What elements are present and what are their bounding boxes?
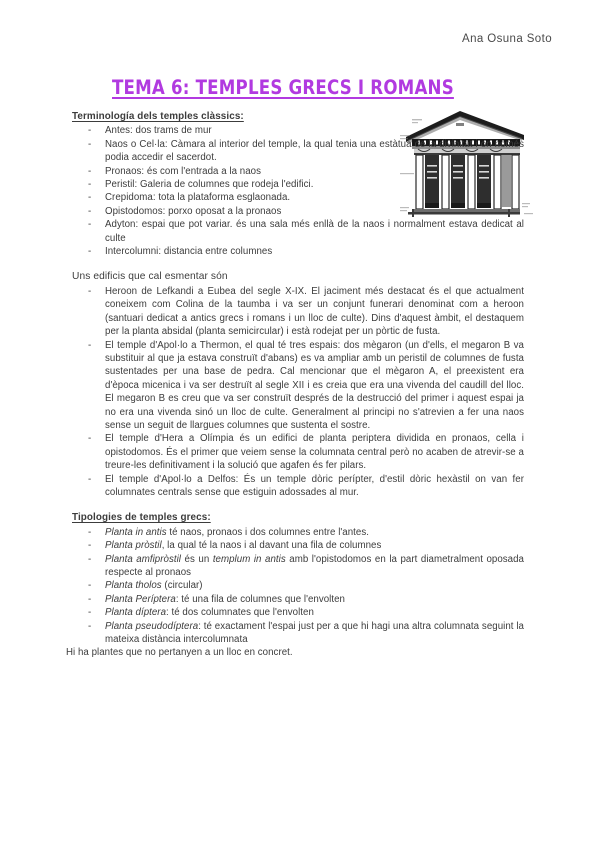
term-text: amb l'opistodomos en la part diametralment oposada respecte al pronaos [105, 553, 524, 578]
list-item: - El temple d'Hera a Olímpia és un edifici de planta periptera dividida en pronaos, cella i opistodomos. És el primer que veiem sense la columnata central però no acaben de atrevir-se a treure-les definitivament i la solució que agafen és fer pilars. [72, 432, 524, 472]
list-item: - El temple d'Apol·lo a Delfos: És un temple dòric perípter, d'estil dòric hexàstil on van fer columnates centrals sense que estiguin adossades al mur. [72, 473, 524, 500]
author-header: Ana Osuna Soto [462, 33, 552, 45]
list-item [72, 620, 524, 647]
list-item [72, 606, 524, 619]
list-item [72, 579, 524, 592]
section-heading-tipologies: Tipologies de temples grecs: [72, 512, 211, 524]
list-item: - Antes: dos trams de mur [72, 124, 524, 137]
term-text: : té exactament l'espai just per a que hi hagi una altra columnata seguint la mateixa distància intercolumnata [105, 620, 524, 646]
term-text: és un [181, 553, 213, 565]
closing-note: Hi ha plantes que no pertanyen a un lloc en concret. [66, 647, 293, 659]
list-item [72, 526, 524, 539]
term-italic: Planta tholos [105, 580, 162, 592]
list-item: - Crepidoma: tota la plataforma esglaonada. [72, 191, 524, 204]
term-italic: Planta pseudodíptera [105, 620, 199, 632]
list-item: - Naos o Cel·la: Càmara al interior del temple, la qual tenia una estàtua de la divinitat i on només podia accedir el sacerdot. [72, 138, 524, 165]
term-text: : té una fila de columnes que l'envolten [175, 593, 345, 605]
section-terminologia [72, 110, 524, 258]
list-item: - Adyton: espai que pot variar. és una sala més enllà de la naos i normalment estava dedicat al culte [72, 218, 524, 245]
document-body [66, 110, 524, 660]
list-item: - El temple d'Apol·lo a Thermon, el qual té tres espais: dos mègaron (un d'ells, el megaron B va substituir al que ja estava construït d'abans) es va ampliar amb un peristil de columnes de fusta sustentades per una base de pedra. Cal mencionar que el mègaron A, el preexistent era d'època micenica i va ser destruït al segle XII i es creia que era una vivenda del caudill del lloc. El megaron B es creu que va ser construït després de la destrucció del primer i aquest espai ja no era una vivenda sinó un lloc de culte. Generalment al principi no s'atrevien a fer una naos sense un seguit de llargues columnes que sustenta el sostre. [72, 339, 524, 433]
list-item: - Peristil: Galeria de columnes que rodeja l'edifici. [72, 178, 524, 191]
spacer [72, 258, 524, 270]
term-italic: templum in antis [212, 553, 286, 565]
list-item: - Intercolumni: distancia entre columnes [72, 245, 524, 258]
section-edificis [72, 270, 524, 499]
term-text: : té dos columnates que l'envolten [166, 607, 314, 619]
section-heading-terminologia: Terminología dels temples clàssics: [72, 111, 244, 122]
page-title-text: TEMA 6: TEMPLES GRECS I ROMANS [112, 76, 454, 99]
spacer [72, 499, 524, 511]
term-italic: Planta amfipròstil [105, 553, 181, 565]
list-item [72, 553, 524, 580]
list-item [72, 539, 524, 552]
term-italic: Planta díptera [105, 607, 167, 619]
term-italic: Planta Períptera [105, 593, 176, 605]
term-text: té naos, pronaos i dos columnes entre l'antes. [166, 526, 369, 538]
terminologia-list [72, 124, 524, 258]
tipologies-list [72, 526, 524, 647]
page-title [112, 76, 472, 99]
section-tipologies [66, 511, 524, 659]
list-item [72, 593, 524, 606]
edificis-list [72, 285, 524, 500]
term-text: (circular) [161, 580, 203, 592]
list-item: - Pronaos: és com l'entrada a la naos [72, 165, 524, 178]
list-item: - Opistodomos: porxo oposat a la pronaos [72, 205, 524, 218]
term-text: , la qual té la naos i al davant una fila de columnes [161, 540, 382, 552]
section-heading-edificis: Uns edificis que cal esmentar són [72, 271, 228, 283]
term-italic: Planta pròstil [105, 540, 162, 552]
list-item: - Heroon de Lefkandi a Eubea del segle X-IX. El jaciment més destacat és el que actualment coneixem com Colina de la taumba i va ser un conjunt funerari denominat com a heroon (santuari dedicat a antics grecs i romans i un lloc de culte). Dins d'aquest àmbit, el destaquem per la planta absidal (planta semicircular) i està rodejat per un pòrtic de fusta. [72, 285, 524, 339]
term-italic: Planta in antis [105, 526, 167, 538]
